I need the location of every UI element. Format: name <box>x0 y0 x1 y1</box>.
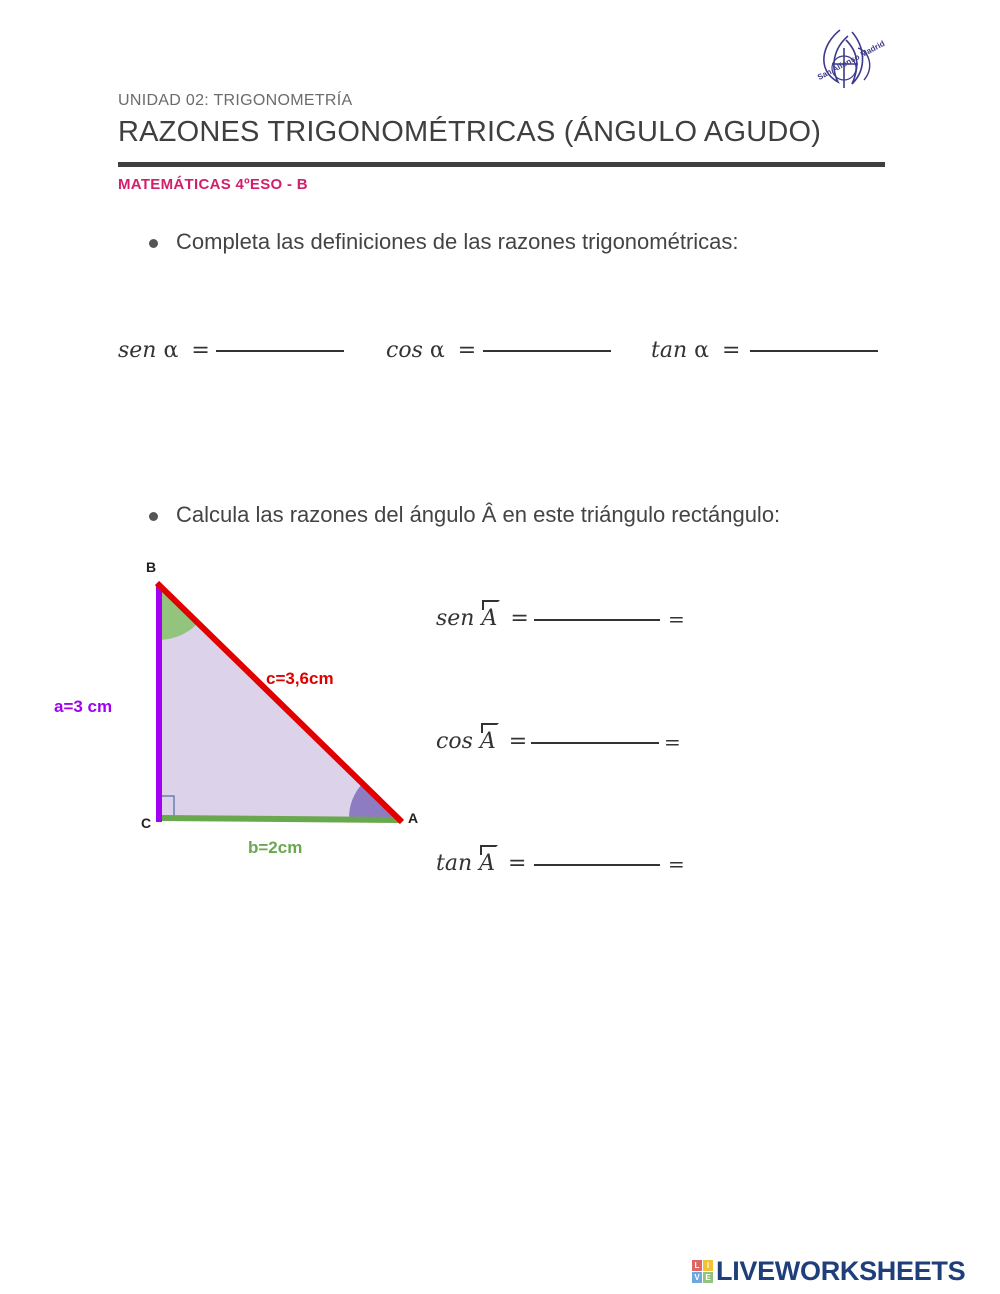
equals-sign: = <box>508 851 527 876</box>
brand-badge-icon: L I V E <box>692 1260 713 1283</box>
instruction-2: Calcula las razones del ángulo Â en este triángulo rectángulo: <box>176 502 781 527</box>
answer-blank-cos-a[interactable] <box>531 742 659 744</box>
equals-sign: = <box>191 338 210 363</box>
var-label: α <box>163 338 179 363</box>
side-b-line <box>159 818 401 820</box>
fn-label: cos <box>436 729 473 754</box>
side-c-label: c=3,6cm <box>266 669 334 688</box>
instruction-1: Completa las definiciones de las razones trigonométricas: <box>176 229 739 254</box>
vertex-c-label: C <box>141 815 152 831</box>
answer-blank-sen[interactable] <box>216 350 344 352</box>
unit-label: UNIDAD 02: TRIGONOMETRÍA <box>118 92 353 109</box>
brand-text: LIVEWORKSHEETS <box>716 1255 966 1286</box>
fn-label: sen <box>118 338 157 363</box>
answer-blank-cos[interactable] <box>483 350 611 352</box>
subject-label: MATEMÁTICAS 4ºESO - B <box>118 176 308 193</box>
vertex-a-label: A <box>408 810 419 826</box>
angle-a-hat-label: A <box>481 606 498 631</box>
header-divider <box>118 162 885 167</box>
equals-sign: = <box>508 729 528 754</box>
bullet-icon <box>149 512 158 521</box>
school-logo-text: San Alfonso Madrid <box>816 38 887 82</box>
page-title: RAZONES TRIGONOMÉTRICAS (ÁNGULO AGUDO) <box>118 116 822 148</box>
var-label: α <box>694 338 709 363</box>
equals-sign: = <box>510 606 529 631</box>
answer-blank-tan-a[interactable] <box>534 864 660 866</box>
equals-sign-result: = <box>668 607 685 631</box>
vertex-b-label: B <box>146 559 157 575</box>
equals-sign-result: = <box>664 730 681 754</box>
fn-label: sen <box>436 606 475 631</box>
fn-label: cos <box>386 338 423 363</box>
answer-blank-tan[interactable] <box>750 350 878 352</box>
equals-sign: = <box>457 338 477 363</box>
answer-blank-sen-a[interactable] <box>534 619 660 621</box>
fn-label: tan <box>436 851 473 876</box>
var-label: α <box>429 338 445 363</box>
side-b-label: b=2cm <box>248 838 303 857</box>
equals-sign-result: = <box>668 852 685 876</box>
liveworksheets-logo <box>692 1256 965 1286</box>
equals-sign: = <box>722 338 741 363</box>
angle-a-hat-label: A <box>479 729 496 754</box>
angle-a-hat-label: A <box>479 851 496 876</box>
fn-label: tan <box>651 338 688 363</box>
school-logo <box>808 22 888 102</box>
bullet-icon <box>149 239 158 248</box>
side-a-label: a=3 cm <box>54 697 113 716</box>
